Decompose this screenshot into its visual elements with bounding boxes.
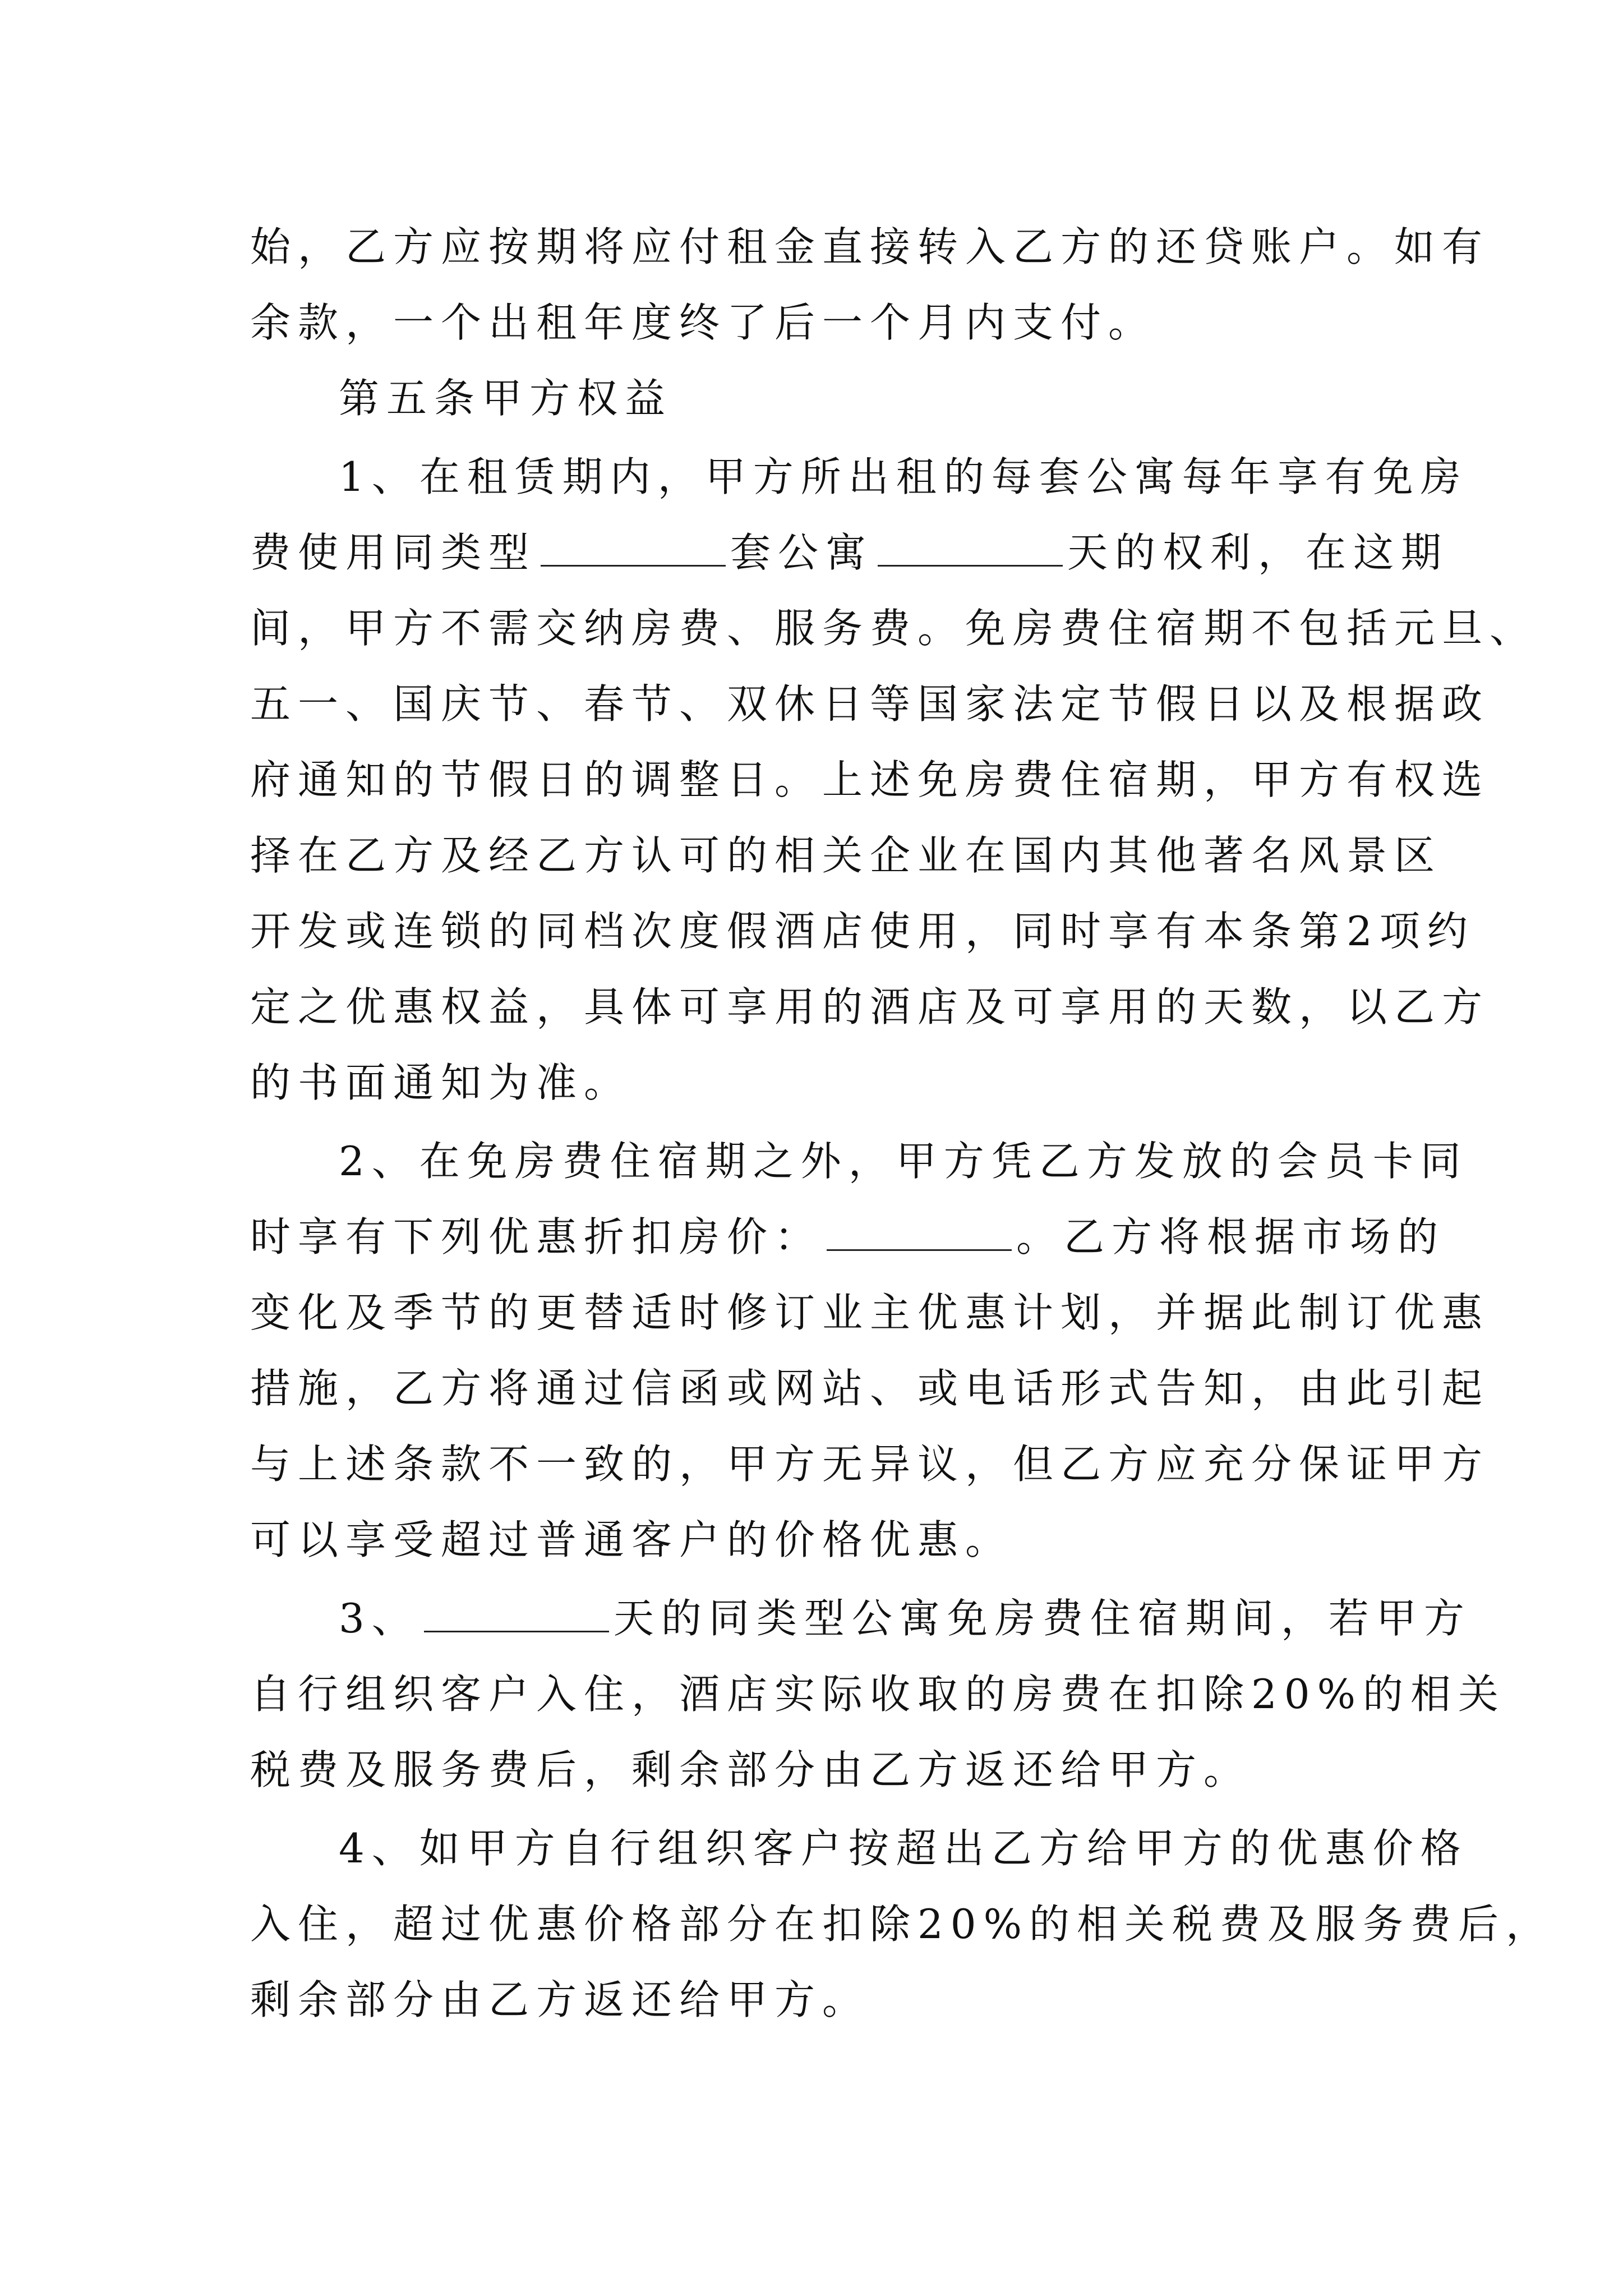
text-line: 4、如甲方自行组织客户按超出乙方给甲方的优惠价格 — [339, 1825, 1468, 1872]
text-line: 与上述条款不一致的，甲方无异议，但乙方应充分保证甲方 — [250, 1441, 1490, 1488]
text-line: 变化及季节的更替适时修订业主优惠计划，并据此制订优惠 — [250, 1289, 1490, 1336]
text-line: 入住，超过优惠价格部分在扣除20%的相关税费及服务费后， — [250, 1901, 1554, 1948]
fill-in-blank — [424, 1596, 609, 1632]
section-heading: 第五条甲方权益 — [339, 375, 673, 422]
text-line: 2、在免房费住宿期之外，甲方凭乙方发放的会员卡同 — [339, 1138, 1468, 1185]
text-line: 自行组织客户入住，酒店实际收取的房费在扣除20%的相关 — [250, 1671, 1506, 1718]
text-line: 定之优惠权益，具体可享用的酒店及可享用的天数，以乙方 — [250, 983, 1490, 1030]
text-line-with-blank — [250, 1198, 1446, 1276]
text-segment: 时享有下列优惠折扣房价： — [250, 1213, 823, 1260]
text-segment: 费使用同类型 — [250, 529, 537, 576]
text-line: 措施，乙方将通过信函或网站、或电话形式告知，由此引起 — [250, 1365, 1490, 1412]
text-line: 始，乙方应按期将应付租金直接转入乙方的还贷账户。如有 — [250, 223, 1490, 270]
text-line: 剩余部分由乙方返还给甲方。 — [250, 1976, 870, 2023]
fill-in-blank — [541, 530, 726, 567]
text-line: 五一、国庆节、春节、双休日等国家法定节假日以及根据政 — [250, 680, 1490, 728]
text-line-with-blanks — [250, 513, 1449, 592]
text-segment: 天的同类型公寓免房费住宿期间，若甲方 — [613, 1595, 1472, 1642]
text-line: 的书面通知为准。 — [250, 1059, 632, 1106]
text-line: 税费及服务费后，剩余部分由乙方返还给甲方。 — [250, 1746, 1252, 1793]
text-segment: 。乙方将根据市场的 — [1016, 1213, 1446, 1260]
text-segment: 3、 — [339, 1595, 419, 1642]
fill-in-blank — [878, 530, 1063, 567]
text-line: 余款，一个出租年度终了后一个月内支付。 — [250, 299, 1156, 346]
text-line: 择在乙方及经乙方认可的相关企业在国内其他著名风景区 — [250, 832, 1442, 879]
text-line: 府通知的节假日的调整日。上述免房费住宿期，甲方有权选 — [250, 756, 1490, 803]
fill-in-blank — [827, 1214, 1012, 1251]
text-segment: 套公寓 — [730, 529, 874, 576]
text-line: 1、在租赁期内，甲方所出租的每套公寓每年享有免房 — [339, 453, 1468, 500]
text-line: 间，甲方不需交纳房费、服务费。免房费住宿期不包括元旦、 — [250, 605, 1538, 652]
text-line: 可以享受超过普通客户的价格优惠。 — [250, 1516, 1013, 1563]
text-segment: 天的权利，在这期 — [1067, 529, 1449, 576]
text-line: 开发或连锁的同档次度假酒店使用，同时享有本条第2项约 — [250, 908, 1475, 955]
text-line-with-blank — [339, 1579, 1477, 1658]
